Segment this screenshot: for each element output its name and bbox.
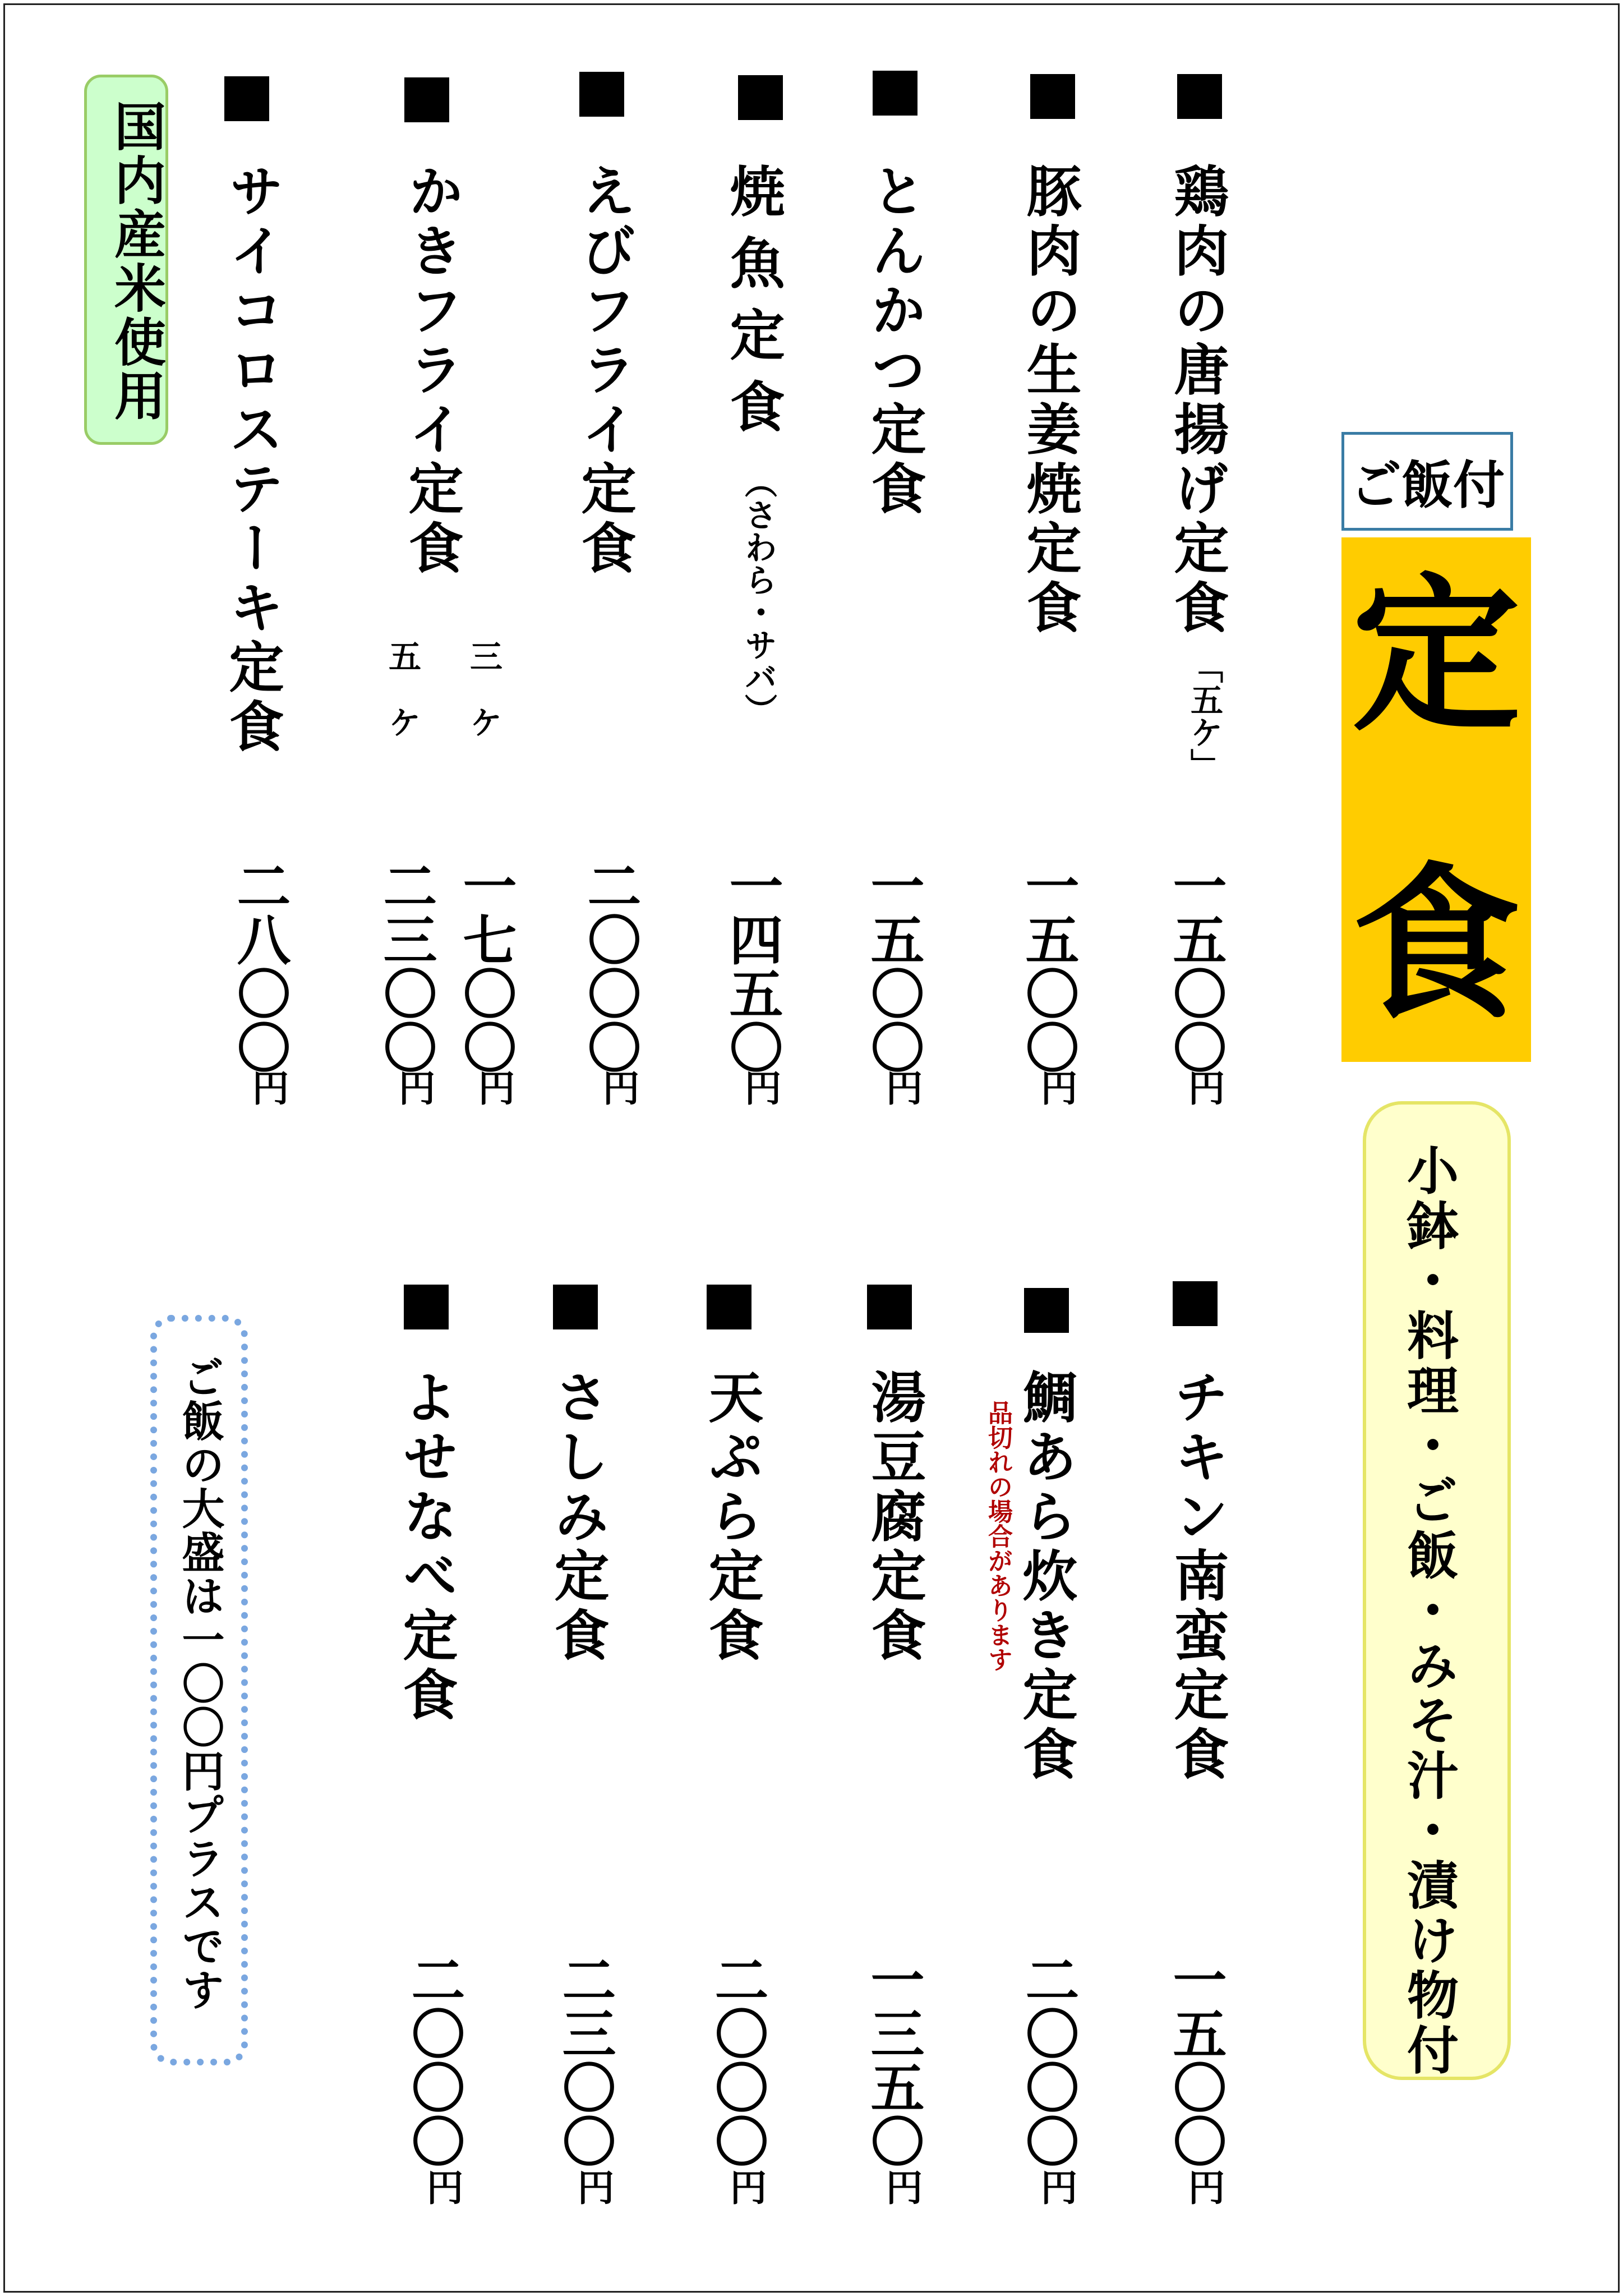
item-price: 一五〇〇 xyxy=(1017,858,1080,1074)
rice-note-box xyxy=(84,75,168,445)
item-sub: 「五ケ」 xyxy=(1185,651,1223,781)
item-name: さしみ定食 xyxy=(545,1369,610,1666)
yen-label: 円 xyxy=(596,1069,640,1106)
square-bullet-icon xyxy=(873,71,917,116)
yen-label: 円 xyxy=(571,2168,615,2205)
item-name: 湯豆腐定食 xyxy=(862,1369,926,1666)
item-price: 二三〇〇 xyxy=(554,1952,617,2168)
item-name: チキン南蛮定食 xyxy=(1165,1369,1229,1785)
item-price: 一五〇〇 xyxy=(1164,1952,1228,2168)
title-char-1: 定 xyxy=(1352,556,1520,754)
square-bullet-icon xyxy=(579,72,624,117)
square-bullet-icon xyxy=(738,75,783,120)
item-name: 鯛あら炊き定食 xyxy=(1013,1369,1078,1785)
rice-note: 国内産米使用 xyxy=(106,100,167,423)
square-bullet-icon xyxy=(1173,1281,1218,1326)
item-price: 一五〇〇 xyxy=(1164,858,1228,1074)
item-sub: （さわら・サバ） xyxy=(739,466,777,726)
square-bullet-icon xyxy=(867,1285,912,1329)
item-name: 焼魚定食 xyxy=(721,163,785,450)
title-block xyxy=(1341,537,1531,1062)
item-price: 二〇〇〇 xyxy=(1017,1952,1080,2168)
item-price: 一三五〇 xyxy=(862,1952,925,2168)
item-price: 二八〇〇 xyxy=(228,858,292,1074)
item-name: かきフライ定食 xyxy=(399,163,464,579)
item-price: 一四五〇 xyxy=(721,858,784,1074)
sides-box xyxy=(1363,1101,1511,2080)
square-bullet-icon xyxy=(224,76,269,121)
extra-note-box xyxy=(150,1315,248,2065)
yen-label: 円 xyxy=(1034,2168,1078,2205)
item-price: 二〇〇〇 xyxy=(579,858,642,1074)
square-bullet-icon xyxy=(707,1285,751,1329)
item-name: 天ぷら定食 xyxy=(699,1369,764,1666)
sold-out-note: 品切れの場合があります xyxy=(984,1400,1012,1672)
sides-text: 小鉢・料理・ご飯・みそ汁・漬け物付 xyxy=(1399,1144,1459,2078)
yen-label: 円 xyxy=(472,1069,515,1106)
item-name: えびフライ定食 xyxy=(572,163,637,579)
item-name: 鶏肉の唐揚げ定食 xyxy=(1165,163,1229,638)
square-bullet-icon xyxy=(404,1285,449,1329)
item-name: 豚肉の生姜焼定食 xyxy=(1017,163,1082,638)
option-label: 五ケ xyxy=(383,639,421,772)
yen-label: 円 xyxy=(879,1069,923,1106)
square-bullet-icon xyxy=(1024,1288,1069,1333)
item-price: 二〇〇〇 xyxy=(403,1952,466,2168)
yen-label: 円 xyxy=(1182,2168,1225,2205)
yen-label: 円 xyxy=(879,2168,923,2205)
square-bullet-icon xyxy=(553,1285,598,1329)
square-bullet-icon xyxy=(1030,74,1075,119)
yen-label: 円 xyxy=(1034,1069,1078,1106)
extra-note: ご飯の大盛は一〇〇円プラスです xyxy=(175,1355,225,2012)
yen-label: 円 xyxy=(738,1069,782,1106)
option-price: 一七〇〇 xyxy=(454,858,518,1074)
gohan-label: ご飯付 xyxy=(1341,432,1513,531)
square-bullet-icon xyxy=(1177,74,1222,119)
yen-label: 円 xyxy=(723,2168,767,2205)
option-label: 三ケ xyxy=(464,639,502,772)
item-price: 二〇〇〇 xyxy=(706,1952,769,2168)
yen-label: 円 xyxy=(392,1069,436,1106)
option-price: 二三〇〇 xyxy=(375,858,438,1074)
item-name: よせなべ定食 xyxy=(394,1369,458,1726)
title-char-2: 食 xyxy=(1352,845,1520,1043)
item-price: 一五〇〇 xyxy=(862,858,925,1074)
yen-label: 円 xyxy=(246,1069,289,1106)
yen-label: 円 xyxy=(1182,1069,1225,1106)
item-name: サイコロステーキ定食 xyxy=(220,163,284,757)
square-bullet-icon xyxy=(404,77,449,122)
item-name: とんかつ定食 xyxy=(862,163,926,519)
yen-label: 円 xyxy=(420,2168,464,2205)
